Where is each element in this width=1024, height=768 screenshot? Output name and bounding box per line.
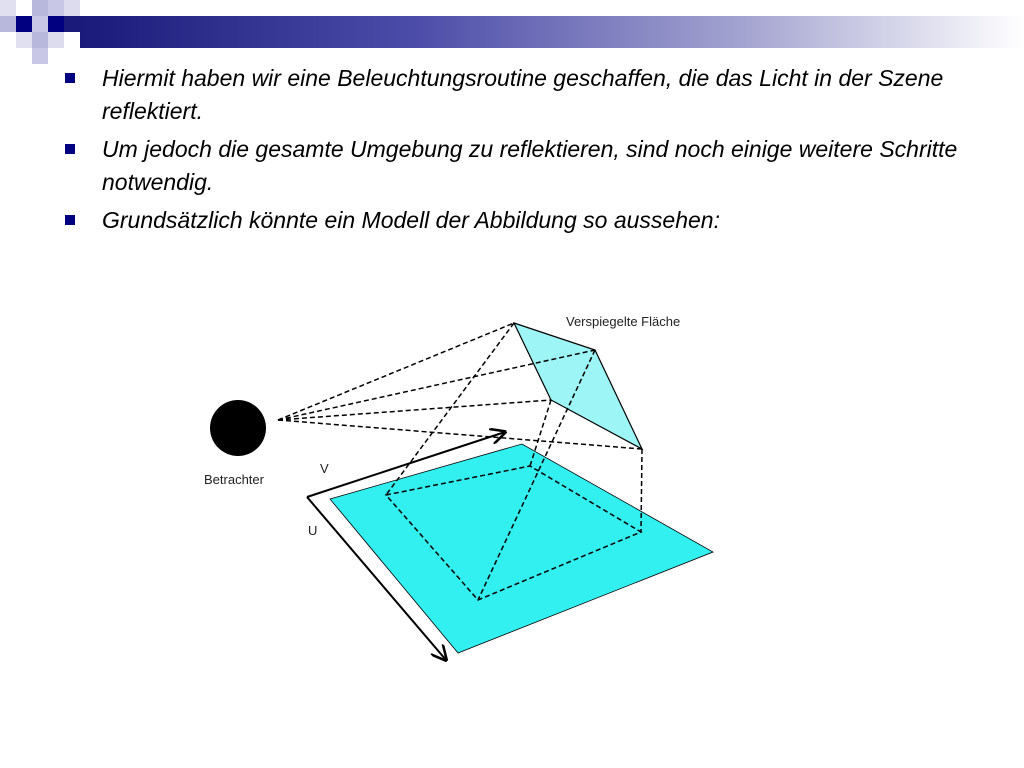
- viewer-label: Betrachter: [204, 472, 264, 487]
- bullet-item: [60, 62, 990, 128]
- header-gradient-bar: [80, 16, 1024, 48]
- axis-u-label: U: [308, 523, 318, 538]
- header-decor-square: [48, 0, 64, 16]
- header-decor-square: [64, 16, 80, 32]
- bullet-item: [60, 204, 990, 237]
- viewer-circle: [210, 400, 266, 456]
- mirror-label: Verspiegelte Fläche: [566, 314, 681, 329]
- header-decor-square: [32, 48, 48, 64]
- header-decor-square: [0, 0, 16, 16]
- header-decor-square: [32, 32, 48, 48]
- header-decor-square: [16, 16, 32, 32]
- header-decor-square: [32, 16, 48, 32]
- header-decor-square: [64, 0, 80, 16]
- reflection-diagram: [190, 300, 730, 680]
- bullet-text: Grundsätzlich könnte ein Modell der Abbildung so aussehen:: [102, 207, 720, 233]
- bullet-text: Hiermit haben wir eine Beleuchtungsroutine geschaffen, die das Licht in der Szene reflektiert.: [102, 65, 944, 124]
- bullet-list: [60, 62, 990, 242]
- square-bullet-icon: [65, 73, 75, 83]
- header-decor-square: [48, 16, 64, 32]
- bullet-text: Um jedoch die gesamte Umgebung zu reflektieren, sind noch einige weitere Schritte notwendig.: [102, 136, 958, 195]
- header-decor-square: [32, 0, 48, 16]
- mirror-surface: [514, 323, 642, 449]
- square-bullet-icon: [65, 144, 75, 154]
- axis-v-label: V: [320, 461, 329, 476]
- header-decor-square: [0, 16, 16, 32]
- header-decor-square: [48, 32, 64, 48]
- textured-plane: [330, 444, 713, 653]
- square-bullet-icon: [65, 215, 75, 225]
- header-decor-square: [16, 32, 32, 48]
- bullet-item: [60, 133, 990, 199]
